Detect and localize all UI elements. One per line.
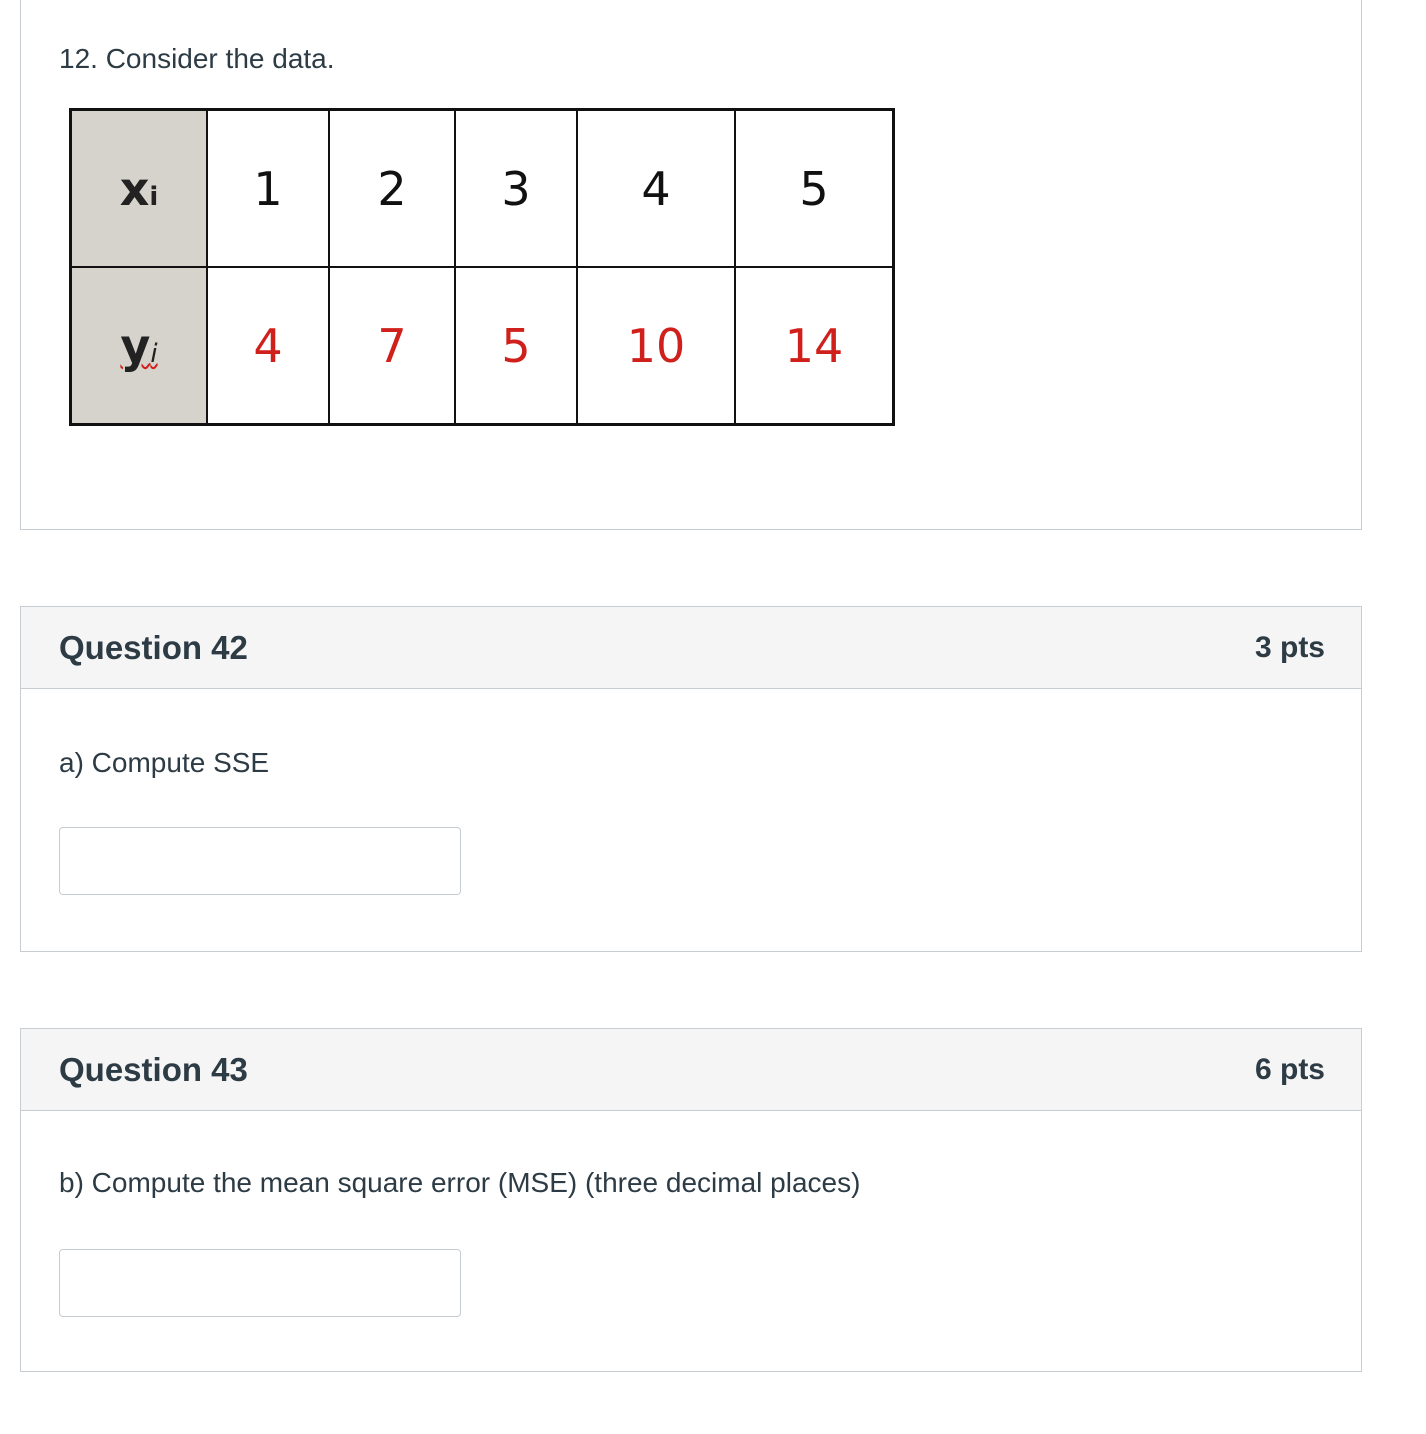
y-value-cell: 5 (455, 267, 577, 425)
y-value-cell: 10 (577, 267, 735, 425)
y-value-cell: 14 (735, 267, 894, 425)
question-nav-arrow-icon[interactable] (0, 14, 6, 26)
question-nav-arrow-icon[interactable] (0, 640, 6, 652)
answer-input[interactable] (59, 1249, 461, 1317)
x-header-cell (71, 110, 208, 268)
x-value-cell: 1 (207, 110, 329, 268)
x-value-cell: 3 (455, 110, 577, 268)
question-header (21, 607, 1361, 689)
data-table (69, 108, 895, 426)
x-value-cell: 5 (735, 110, 894, 268)
y-row (71, 267, 894, 425)
question-points: 3 pts (1254, 631, 1325, 664)
question-nav-arrow-icon[interactable] (0, 1062, 6, 1074)
question-41-body (20, 0, 1362, 530)
y-value-cell: 7 (329, 267, 455, 425)
question-43-card (20, 1028, 1362, 1372)
question-header (21, 1029, 1361, 1111)
y-header-cell (71, 267, 208, 425)
question-42-card (20, 606, 1362, 952)
y-label (120, 319, 157, 373)
x-row (71, 110, 894, 268)
question-points: 6 pts (1254, 1053, 1325, 1086)
question-text: b) Compute the mean square error (MSE) (three decimal places) (59, 1167, 861, 1198)
x-subscript: i (149, 181, 159, 212)
y-value-cell: 4 (207, 267, 329, 425)
question-text: a) Compute SSE (59, 747, 270, 778)
answer-input[interactable] (59, 827, 461, 895)
question-prompt: 12. Consider the data. (59, 43, 335, 74)
x-label: x (119, 161, 150, 216)
y-subscript: i (150, 338, 158, 369)
y-letter: y (120, 318, 151, 373)
x-value-cell: 4 (577, 110, 735, 268)
question-title: Question 42 (59, 629, 248, 666)
question-title: Question 43 (59, 1051, 248, 1088)
x-value-cell: 2 (329, 110, 455, 268)
